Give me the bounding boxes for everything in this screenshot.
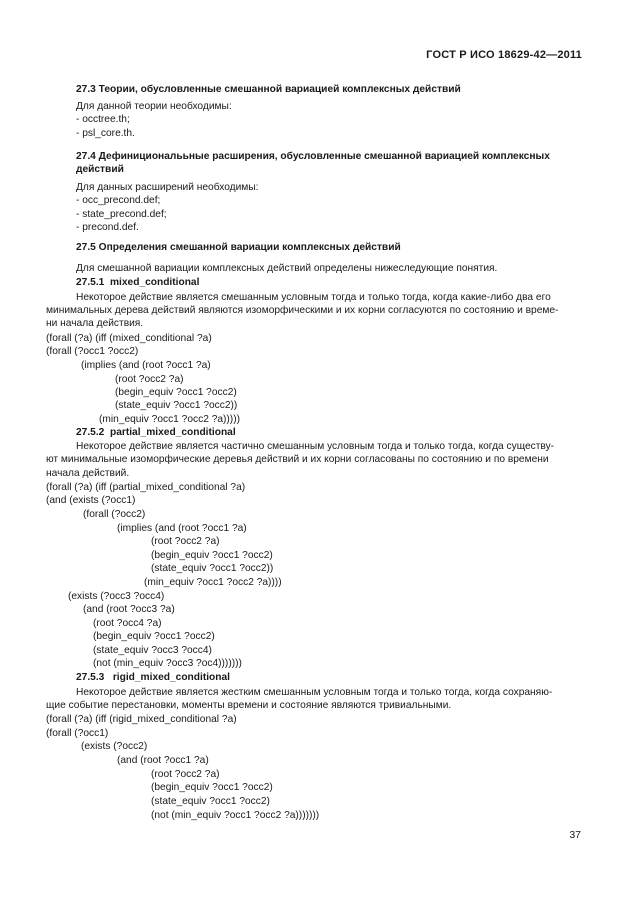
text-line: (forall (?a) (iff (rigid_mixed_conditional ?a) — [46, 714, 237, 725]
text-line: минимальных дерева действий являются изоморфическими и их корни согласуются по состоянию и време- — [46, 305, 559, 316]
text-line: (state_equiv ?occ1 ?occ2) — [151, 796, 270, 807]
text-line: (begin_equiv ?occ1 ?occ2) — [151, 550, 273, 561]
text-line: (begin_equiv ?occ1 ?occ2) — [93, 631, 215, 642]
text-line: - occtree.th; — [76, 114, 130, 125]
text-line: (exists (?occ3 ?occ4) — [68, 591, 165, 602]
text-line: (state_equiv ?occ1 ?occ2)) — [115, 400, 238, 411]
text-line: щие событие перестановки, моменты времени и состояние являются тривиальными. — [46, 700, 452, 711]
text-line: ют минимальные изоморфические деревья действий и их корни согласованы по состоянию и по времени — [46, 454, 549, 465]
text-line: (implies (and (root ?occ1 ?a) — [117, 523, 247, 534]
text-line: - psl_core.th. — [76, 128, 135, 139]
text-line: (forall (?occ2) — [83, 509, 146, 520]
text-line: (root ?occ2 ?a) — [115, 374, 184, 385]
text-line: - state_precond.def; — [76, 209, 167, 220]
text-line: (and (root ?occ1 ?a) — [117, 755, 209, 766]
text-line: (root ?occ4 ?a) — [93, 618, 162, 629]
text-line: (forall (?occ1) — [46, 728, 109, 739]
section-heading: 27.4 Дефинициональьные расширения, обусловленные смешанной вариацией комплексных — [76, 151, 550, 162]
text-line: (forall (?a) (iff (partial_mixed_conditional ?a) — [46, 482, 246, 493]
text-line: (begin_equiv ?occ1 ?occ2) — [151, 782, 273, 793]
text-line: Для данных расширений необходимы: — [76, 182, 259, 193]
text-line: (min_equiv ?occ1 ?occ2 ?a))))) — [99, 414, 240, 425]
section-heading: 27.3 Теории, обусловленные смешанной вариацией комплексных действий — [76, 84, 461, 95]
text-line: Для смешанной вариации комплексных действий определены нижеследующие понятия. — [76, 263, 498, 274]
text-line: (not (min_equiv ?occ1 ?occ2 ?a))))))) — [151, 810, 320, 821]
text-line: - precond.def. — [76, 222, 139, 233]
text-line: (and (exists (?occ1) — [46, 495, 136, 506]
text-line: (state_equiv ?occ1 ?occ2)) — [151, 563, 274, 574]
page-number: 37 — [569, 829, 581, 841]
text-line: (state_equiv ?occ3 ?occ4) — [93, 645, 212, 656]
text-line: начала действий. — [46, 468, 130, 479]
text-line: Некоторое действие является частично смешанным условным тогда и только тогда, когда существу- — [76, 441, 555, 452]
text-line: (implies (and (root ?occ1 ?a) — [81, 360, 211, 371]
text-line: (begin_equiv ?occ1 ?occ2) — [115, 387, 237, 398]
section-heading: 27.5.1 mixed_conditional — [76, 277, 200, 288]
text-line: (forall (?occ1 ?occ2) — [46, 346, 139, 357]
text-line: Некоторое действие является смешанным условным тогда и только тогда, когда какие-либо два его — [76, 292, 551, 303]
text-line: (root ?occ2 ?a) — [151, 536, 220, 547]
text-line: (exists (?occ2) — [81, 741, 148, 752]
text-line: (not (min_equiv ?occ3 ?oc4))))))) — [93, 658, 242, 669]
document-header: ГОСТ Р ИСО 18629-42—2011 — [426, 49, 582, 61]
section-heading: 27.5 Определения смешанной вариации комплексных действий — [76, 242, 401, 253]
text-line: (and (root ?occ3 ?a) — [83, 604, 175, 615]
text-line: Некоторое действие является жестким смешанным условным тогда и только тогда, когда сохраняю- — [76, 687, 553, 698]
section-heading: 27.5.2 partial_mixed_conditional — [76, 427, 236, 438]
text-line: - occ_precond.def; — [76, 195, 161, 206]
section-heading: действий — [76, 164, 124, 175]
section-heading: 27.5.3 rigid_mixed_conditional — [76, 672, 230, 683]
text-line: ни начала действия. — [46, 318, 144, 329]
text-line: (forall (?a) (iff (mixed_conditional ?a) — [46, 333, 212, 344]
text-line: (root ?occ2 ?a) — [151, 769, 220, 780]
text-line: (min_equiv ?occ1 ?occ2 ?a)))) — [144, 577, 282, 588]
text-line: Для данной теории необходимы: — [76, 101, 232, 112]
